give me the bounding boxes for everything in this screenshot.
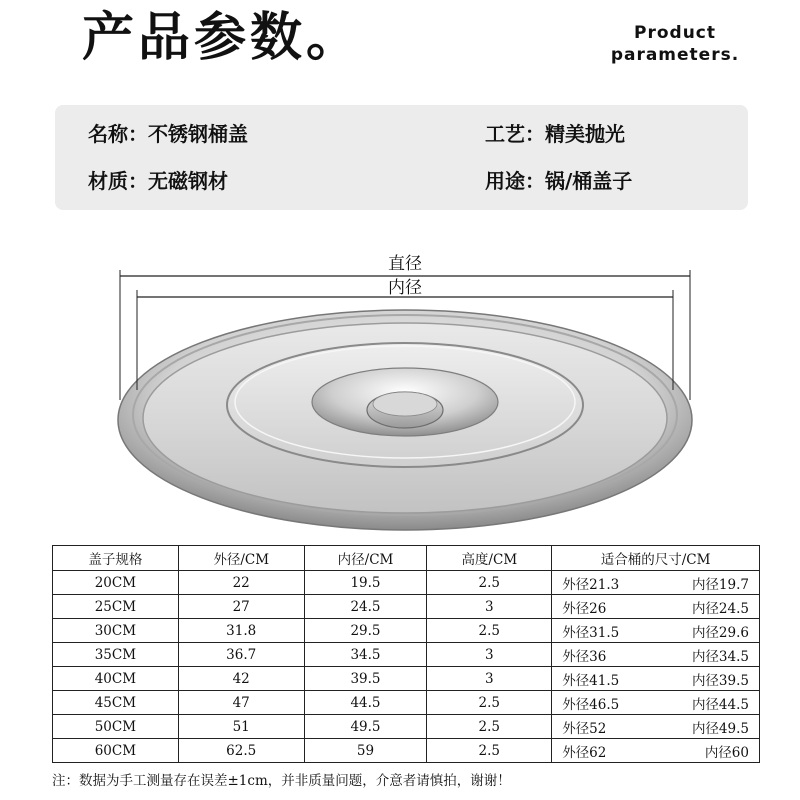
cell-height: 2.5 [427, 619, 552, 643]
name-value: 不锈钢桶盖 [148, 122, 248, 146]
usage-label: 用途： [485, 169, 545, 193]
cell-inner: 49.5 [304, 715, 427, 739]
fit-inner: 内径34.5 [691, 648, 749, 665]
lid-knob-top [373, 392, 437, 416]
cell-size: 20CM [53, 571, 179, 595]
material-value: 无磁钢材 [148, 169, 228, 193]
cell-size: 50CM [53, 715, 179, 739]
cell-outer: 31.8 [178, 619, 304, 643]
cell-height: 3 [427, 595, 552, 619]
cell-inner: 24.5 [304, 595, 427, 619]
table-header-row [53, 546, 760, 571]
fit-outer: 外径62 [562, 744, 607, 761]
cell-fit [552, 619, 760, 643]
fit-outer: 外径36 [562, 648, 607, 665]
table-row [53, 691, 760, 715]
table-row [53, 667, 760, 691]
cell-outer: 42 [178, 667, 304, 691]
material-label: 材质： [88, 169, 148, 193]
fit-outer: 外径52 [562, 720, 607, 737]
inner-diameter-label: 内径 [388, 278, 422, 298]
cell-fit [552, 667, 760, 691]
header-fit: 适合桶的尺寸/CM [552, 546, 760, 571]
fit-inner: 内径39.5 [691, 672, 749, 689]
usage-value: 锅/桶盖子 [545, 169, 633, 193]
cell-height: 2.5 [427, 739, 552, 763]
header-outer: 外径/CM [178, 546, 304, 571]
fit-size-pair [554, 645, 757, 665]
cell-outer: 36.7 [178, 643, 304, 667]
table-row [53, 739, 760, 763]
page-title: 产品参数。 [82, 8, 363, 68]
cell-outer: 51 [178, 715, 304, 739]
cell-height: 2.5 [427, 715, 552, 739]
fit-size-pair [554, 717, 757, 737]
cell-outer: 62.5 [178, 739, 304, 763]
name-label: 名称： [88, 122, 148, 146]
cell-outer: 27 [178, 595, 304, 619]
cell-fit [552, 643, 760, 667]
table-row [53, 643, 760, 667]
cell-size: 25CM [53, 595, 179, 619]
cell-height: 3 [427, 643, 552, 667]
cell-inner: 19.5 [304, 571, 427, 595]
measurement-note: 注：数据为手工测量存在误差±1cm，并非质量问题，介意者请慎拍，谢谢！ [52, 773, 511, 789]
fit-outer: 外径41.5 [562, 672, 620, 689]
header-size: 盖子规格 [53, 546, 179, 571]
cell-inner: 34.5 [304, 643, 427, 667]
cell-size: 30CM [53, 619, 179, 643]
header-inner: 内径/CM [304, 546, 427, 571]
cell-size: 45CM [53, 691, 179, 715]
table-row [53, 595, 760, 619]
cell-inner: 44.5 [304, 691, 427, 715]
cell-inner: 29.5 [304, 619, 427, 643]
fit-size-pair [554, 573, 757, 593]
cell-fit [552, 715, 760, 739]
fit-size-pair [554, 621, 757, 641]
fit-inner: 内径24.5 [691, 600, 749, 617]
cell-size: 60CM [53, 739, 179, 763]
outer-diameter-label: 直径 [388, 254, 422, 274]
fit-size-pair [554, 741, 757, 761]
fit-size-pair [554, 669, 757, 689]
fit-outer: 外径46.5 [562, 696, 620, 713]
cell-height: 3 [427, 667, 552, 691]
table-row [53, 571, 760, 595]
fit-outer: 外径31.5 [562, 624, 620, 641]
cell-outer: 47 [178, 691, 304, 715]
fit-inner: 内径49.5 [691, 720, 749, 737]
cell-height: 2.5 [427, 691, 552, 715]
cell-height: 2.5 [427, 571, 552, 595]
header-height: 高度/CM [427, 546, 552, 571]
fit-size-pair [554, 597, 757, 617]
fit-size-pair [554, 693, 757, 713]
fit-outer: 外径21.3 [562, 576, 620, 593]
title-en-line2: parameters. [610, 45, 740, 65]
cell-inner: 39.5 [304, 667, 427, 691]
cell-fit [552, 691, 760, 715]
craft-value: 精美抛光 [545, 122, 625, 146]
cell-fit [552, 595, 760, 619]
craft-label: 工艺： [485, 122, 545, 146]
table-row [53, 619, 760, 643]
cell-fit [552, 571, 760, 595]
cell-outer: 22 [178, 571, 304, 595]
cell-size: 35CM [53, 643, 179, 667]
fit-inner: 内径60 [704, 744, 749, 761]
spec-table-body [53, 571, 760, 763]
cell-size: 40CM [53, 667, 179, 691]
table-row [53, 715, 760, 739]
fit-inner: 内径19.7 [691, 576, 749, 593]
spec-table [52, 545, 760, 763]
cell-inner: 59 [304, 739, 427, 763]
fit-outer: 外径26 [562, 600, 607, 617]
fit-inner: 内径29.6 [691, 624, 749, 641]
title-en-line1: Product [634, 23, 716, 43]
fit-inner: 内径44.5 [691, 696, 749, 713]
cell-fit [552, 739, 760, 763]
